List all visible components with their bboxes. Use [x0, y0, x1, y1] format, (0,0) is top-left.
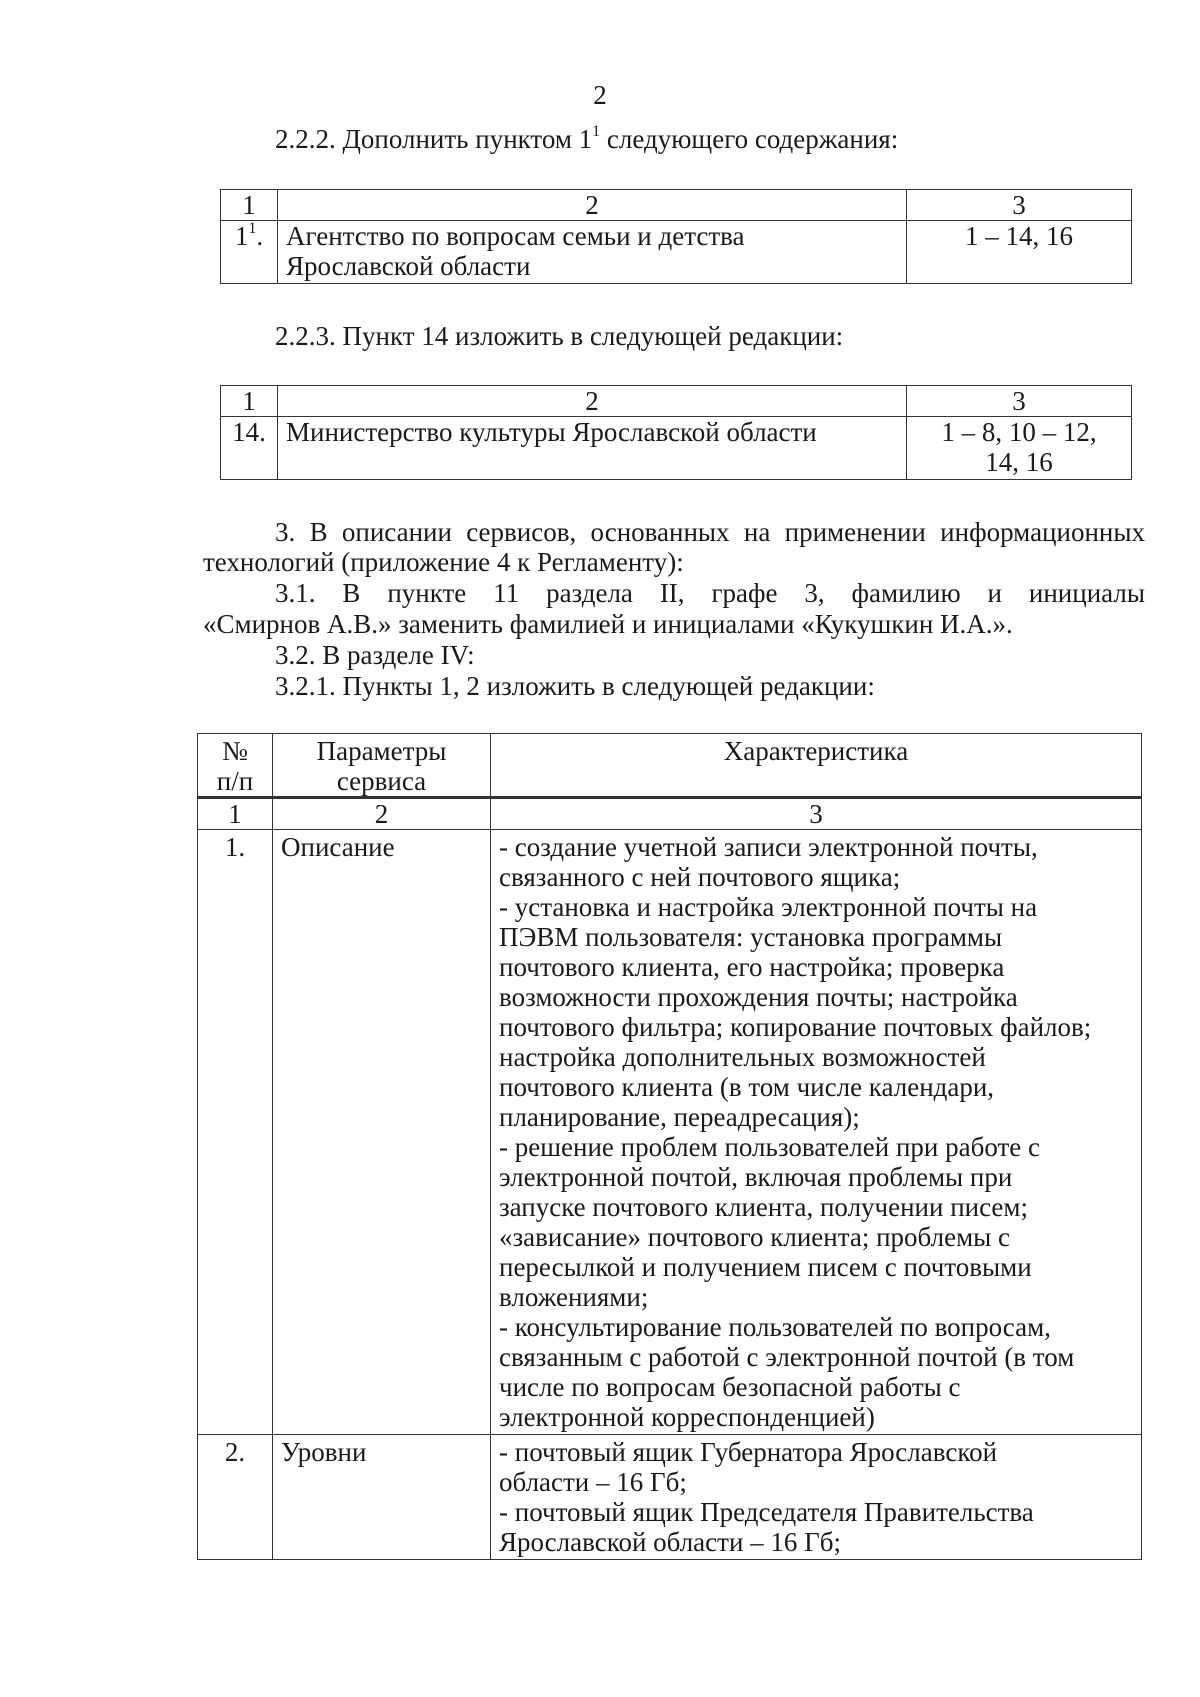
header-line: сервиса [336, 766, 427, 796]
header-characteristic-cell: Характеристика [491, 734, 1142, 798]
row-number: 2. [198, 1435, 273, 1560]
value-line: 1 – 8, 10 – 12, [941, 417, 1097, 447]
table-header-cell: 2 [278, 386, 907, 417]
table-row-number: 14. [221, 417, 278, 480]
superscript: 1 [592, 123, 601, 140]
text-line: связанного с ней почтового ящика; [499, 862, 901, 892]
table-2-2-3 [220, 385, 1132, 480]
services-table [197, 733, 1142, 1560]
text-line: числе по вопросам безопасной работы с [499, 1372, 961, 1402]
table-header-cell: 1 [221, 190, 278, 221]
text-line: Ярославской области – 16 Гб; [499, 1527, 841, 1557]
table-row-number [221, 221, 278, 284]
row-num-dot: . [256, 221, 264, 251]
header-number-cell [198, 734, 273, 798]
text-line: - почтовый ящик Губернатора Ярославской [499, 1437, 998, 1467]
row-characteristic [491, 1435, 1142, 1560]
text-line: - консультирование пользователей по вопросам, [499, 1312, 1051, 1342]
text-line: планирование, переадресация); [499, 1102, 860, 1132]
header-params-cell [273, 734, 491, 798]
text-line: - почтовый ящик Председателя Правительства [499, 1497, 1034, 1527]
text-line: электронной почтой, включая проблемы при [499, 1162, 1013, 1192]
table-row-name [278, 221, 907, 284]
header-line: п/п [216, 766, 254, 796]
table-header-cell: 3 [907, 190, 1132, 221]
text-line: ПЭВМ пользователя: установка программы [499, 922, 1003, 952]
text-line: - создание учетной записи электронной почты, [499, 832, 1038, 862]
section-2-2-2-heading [275, 124, 898, 154]
text-line: запуске почтового клиента, получении писем; [499, 1192, 1028, 1222]
table-row [198, 1435, 1142, 1560]
superscript: 1 [248, 220, 257, 237]
section-2-2-3-heading: 2.2.3. Пункт 14 изложить в следующей редакции: [275, 321, 844, 351]
section-3-p1-line2: технологий (приложение 4 к Регламенту): [203, 547, 684, 577]
subheader-cell: 1 [198, 798, 273, 830]
section-3-2-1: 3.2.1. Пункты 1, 2 изложить в следующей редакции: [275, 671, 875, 701]
section-3-2: 3.2. В разделе IV: [275, 640, 475, 670]
text-line: пересылкой и получением писем с почтовыми [499, 1252, 1032, 1282]
table-header-cell: 2 [278, 190, 907, 221]
table-row-value [907, 417, 1132, 480]
header-line: № [222, 736, 248, 766]
text-line: области – 16 Гб; [499, 1467, 687, 1497]
table-row-value: 1 – 14, 16 [907, 221, 1132, 284]
text-line: почтового фильтра; копирование почтовых файлов; [499, 1012, 1092, 1042]
text-line: возможности прохождения почты; настройка [499, 982, 1018, 1012]
heading-text: 2.2.2. Дополнить пунктом 1 [275, 124, 593, 154]
page-number: 2 [593, 80, 607, 110]
table-header-cell: 3 [907, 386, 1132, 417]
row-param: Уровни [273, 1435, 491, 1560]
text-line: настройка дополнительных возможностей [499, 1042, 986, 1072]
table-2-2-2 [220, 189, 1132, 284]
header-line: Параметры [316, 736, 447, 766]
section-3-1-line2: «Смирнов А.В.» заменить фамилией и инициалами «Кукушкин И.А.». [203, 609, 1013, 639]
text-line: - установка и настройка электронной почты на [499, 892, 1038, 922]
text-line: вложениями; [499, 1282, 649, 1312]
subheader-cell: 2 [273, 798, 491, 830]
section-3-1-line1: 3.1. В пункте 11 раздела II, графе 3, фамилию и инициалы [275, 578, 1145, 608]
value-line: 14, 16 [985, 447, 1053, 477]
row-characteristic [491, 830, 1142, 1435]
table-header-cell: 1 [221, 386, 278, 417]
row-param: Описание [273, 830, 491, 1435]
text-line: связанным с работой с электронной почтой (в том [499, 1342, 1075, 1372]
table-row-name: Министерство культуры Ярославской области [278, 417, 907, 480]
heading-text: следующего содержания: [600, 124, 899, 154]
subheader-cell: 3 [491, 798, 1142, 830]
text-line: - решение проблем пользователей при работе с [499, 1132, 1040, 1162]
text-line: почтового клиента, его настройка; проверка [499, 952, 1005, 982]
name-line: Ярославской области [286, 251, 531, 281]
section-3-p1-line1: 3. В описании сервисов, основанных на применении информационных [275, 517, 1145, 547]
row-number: 1. [198, 830, 273, 1435]
name-line: Агентство по вопросам семьи и детства [286, 221, 745, 251]
table-row [198, 830, 1142, 1435]
row-num: 1 [234, 221, 249, 251]
text-line: почтового клиента (в том числе календари, [499, 1072, 995, 1102]
text-line: «зависание» почтового клиента; проблемы с [499, 1222, 1011, 1252]
text-line: электронной корреспонденцией) [499, 1402, 875, 1432]
